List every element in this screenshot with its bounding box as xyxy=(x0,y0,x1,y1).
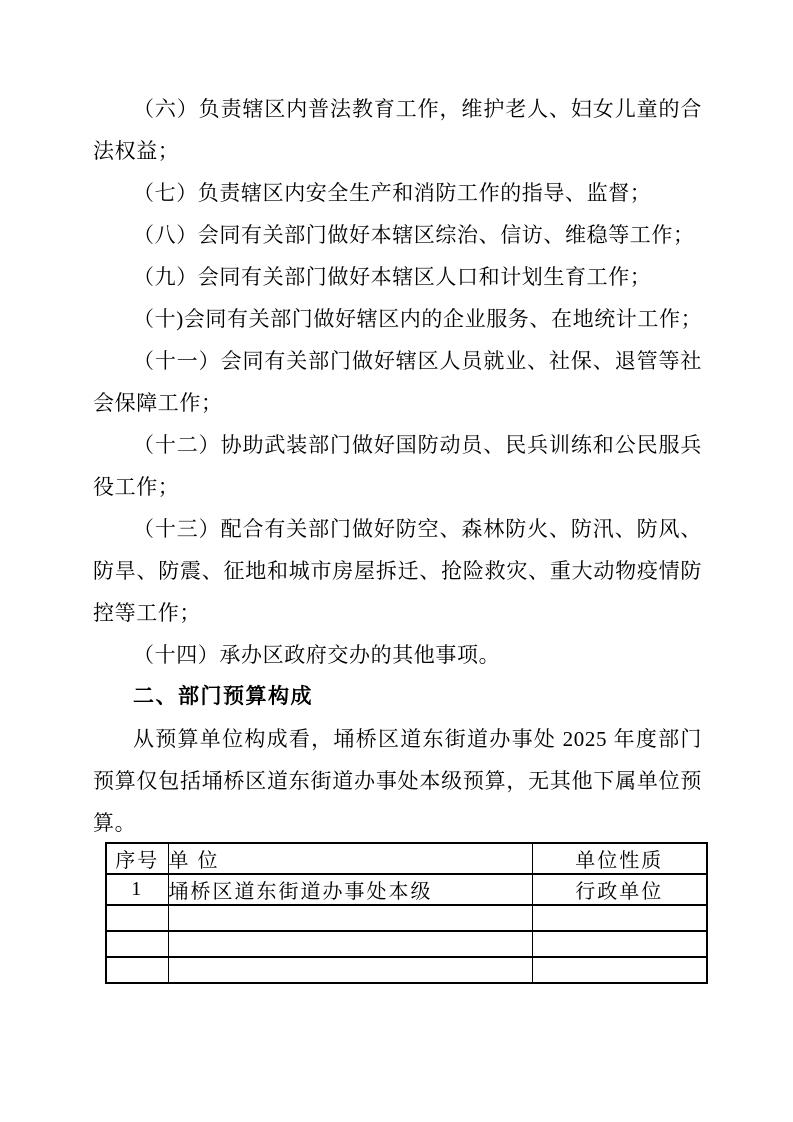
budget-units-table xyxy=(105,842,708,984)
paragraph-line: （十二）协助武装部门做好国防动员、民兵训练和公民服兵 xyxy=(133,433,702,457)
document-body xyxy=(93,88,702,844)
paragraph-line: （六）负责辖区内普法教育工作，维护老人、妇女儿童的合 xyxy=(133,97,702,121)
paragraph-line: 役工作； xyxy=(93,475,180,499)
table-cell: 行政单位 xyxy=(532,874,707,905)
paragraph-line: （八）会同有关部门做好本辖区综治、信访、维稳等工作； xyxy=(133,223,695,247)
paragraph-line: （十四）承办区政府交办的其他事项。 xyxy=(133,643,501,667)
table-cell xyxy=(106,957,168,983)
table-cell xyxy=(532,957,707,983)
table-cell: 1 xyxy=(106,874,168,905)
table-cell xyxy=(168,931,532,957)
paragraph-line: （九）会同有关部门做好本辖区人口和计划生育工作； xyxy=(133,265,652,289)
table-cell xyxy=(532,931,707,957)
table-header-cell: 序号 xyxy=(106,843,168,874)
table-cell: 埇桥区道东街道办事处本级 xyxy=(168,874,532,905)
paragraph-line: 防旱、防震、征地和城市房屋拆迁、抢险救灾、重大动物疫情防 xyxy=(93,559,702,583)
budget-units-table-body xyxy=(106,874,707,983)
table-cell xyxy=(106,931,168,957)
paragraph-line: 会保障工作； xyxy=(93,391,223,415)
table-row xyxy=(106,874,707,905)
budget-units-table-header xyxy=(106,843,707,874)
paragraph-line: 从预算单位构成看，埇桥区道东街道办事处 2025 年度部门 xyxy=(133,727,702,751)
table-header-cell: 单位性质 xyxy=(532,843,707,874)
paragraph-line: （七）负责辖区内安全生产和消防工作的指导、监督； xyxy=(133,181,652,205)
table-row xyxy=(106,905,707,931)
table-cell xyxy=(532,905,707,931)
paragraph-line: （十)会同有关部门做好辖区内的企业服务、在地统计工作； xyxy=(133,307,703,331)
table-row xyxy=(106,931,707,957)
table-cell xyxy=(168,905,532,931)
paragraph-line: 预算仅包括埇桥区道东街道办事处本级预算，无其他下属单位预 xyxy=(93,769,702,793)
paragraph-line: （十三）配合有关部门做好防空、森林防火、防汛、防风、 xyxy=(133,517,702,541)
table-cell xyxy=(168,957,532,983)
paragraph-line: 算。 xyxy=(93,811,137,835)
table-header-cell: 单 位 xyxy=(168,843,532,874)
paragraph-line: （十一）会同有关部门做好辖区人员就业、社保、退管等社 xyxy=(133,349,702,373)
table-cell xyxy=(106,905,168,931)
paragraph-line: 控等工作； xyxy=(93,601,201,625)
section-heading: 二、部门预算构成 xyxy=(133,685,313,708)
table-header-row xyxy=(106,843,707,874)
paragraph-line: 法权益； xyxy=(93,139,180,163)
table-row xyxy=(106,957,707,983)
